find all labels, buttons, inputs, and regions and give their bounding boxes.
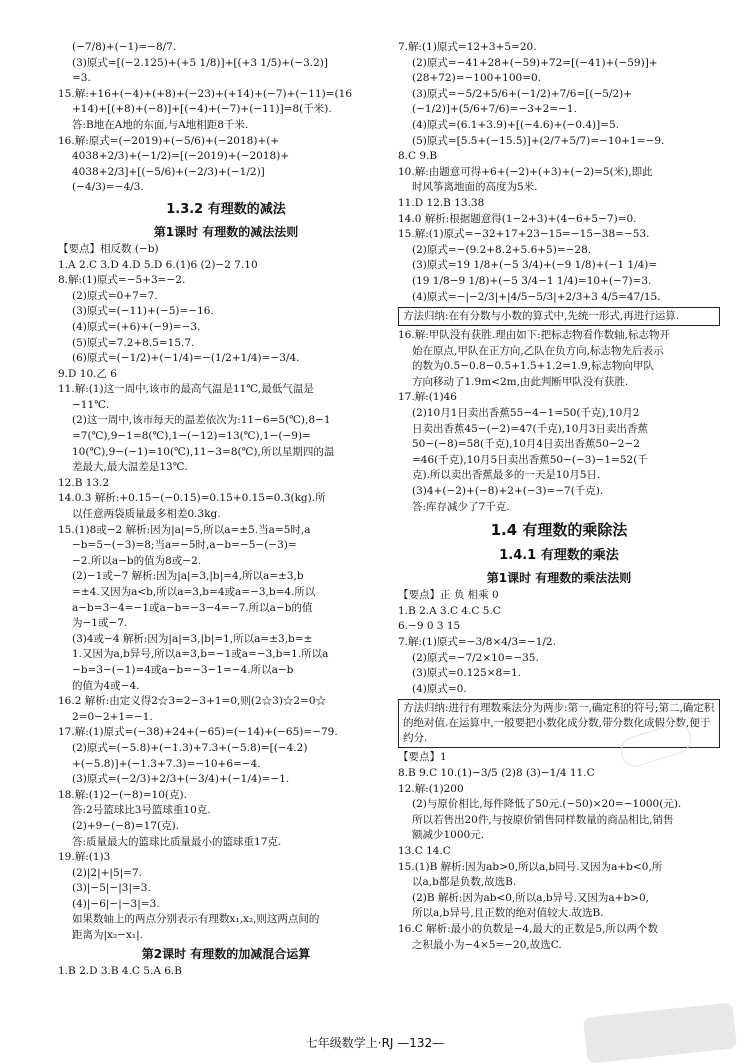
answer-line: (−7/8)+(−1)=−8/7. [72, 41, 177, 53]
answer-line: (2)10月1日卖出香蕉55−4−1=50(千克),10月2 [412, 407, 640, 420]
answer-line: −b=3−(−1)=4或a−b=−3−1=−4.所以a−b [72, 663, 294, 676]
answer-line: (2)|2|+|5|=7. [72, 866, 142, 879]
answer-line: 1.B 2.A 3.C 4.C 5.C [398, 604, 501, 617]
answer-line: 以任意两袋质量最多相差0.3kg. [72, 508, 221, 521]
answer-line: (3)4+(−2)+(−8)+2+(−3)=−7(千克). [412, 485, 604, 498]
answer-line: (4)原式=(+6)+(−9)=−3. [72, 320, 201, 333]
answer-line: 17.解:(1)46 [398, 391, 457, 404]
answer-line: 额减少1000元. [412, 829, 485, 842]
answer-line: (2)这一周中,该市每天的温差依次为:11−6=5(℃),8−1 [72, 414, 331, 427]
answer-line: (2)原式=−7/2×10=−35. [412, 651, 539, 664]
answer-line: 16.2 解析:由定义得2☆3=2−3+1=0,则(2☆3)☆2=0☆ [58, 695, 327, 708]
answer-line: 19.解:(1)3 [58, 851, 111, 864]
answer-line: (5)原式=7.2+8.5=15.7. [72, 336, 195, 349]
left-column [58, 40, 394, 979]
answer-line: (2)原式=0+7=7. [72, 289, 158, 302]
answer-line: 所以若售出20件,与按原价销售同样数量的商品相比,销售 [412, 813, 674, 826]
answer-line: 12.解:(1)200 [398, 782, 464, 795]
answer-line: 之积最小为−4×5=−20,故选C. [412, 938, 562, 951]
answer-line: 时风筝离地面的高度为5米. [412, 181, 538, 194]
answer-line: (3)4或−4 解析:因为|a|=3,|b|=1,所以a=±3,b=± [72, 632, 313, 645]
answer-line: (3)|−5|−|3|=3. [72, 882, 151, 895]
answer-line: (2)B 解析:因为ab<0,所以a,b异号.又因为a+b>0, [412, 891, 650, 904]
answer-line: 1.又因为a,b异号,所以a=3,b=−1或a=−3,b=1.所以a [72, 648, 329, 661]
answer-line: −b=5−(−3)=8;当a=−5时,a−b=−5−(−3)= [72, 539, 297, 552]
section-heading: 1.3.2 有理数的减法 [166, 201, 286, 217]
answer-line: (2)原式=−41+28+(−59)+72=[(−41)+(−59)]+ [412, 56, 658, 69]
answer-line: 15.解:+16+(−4)+(+8)+(−23)+(+14)+(−7)+(−11)=(16 [58, 87, 353, 100]
answer-line: 15.解:(1)原式=−32+17+23−15=−15−38=−53. [398, 228, 650, 241]
answer-line: (3)原式=−5/2+5/6+(−1/2)+7/6=[(−5/2)+ [412, 87, 633, 100]
answer-line: −11℃. [72, 398, 110, 411]
answer-line: (3)原式=19 1/8+(−5 3/4)+(−9 1/8)+(−1 1/4)= [412, 259, 658, 272]
answer-line: −2.所以a−b的值为8或−2. [72, 554, 202, 567]
answer-line: 【要点】1 [398, 751, 447, 764]
answer-line: =±4.又因为a<b,所以a=3,b=4或a=−3,b=4.所以 [72, 586, 316, 598]
answer-line: 16.解:原式=(−2019)+(−5/6)+(−2018)+(+ [58, 134, 280, 147]
answer-line: 18.解:(1)2−(−8)=10(克). [58, 788, 187, 801]
answer-line: 16.解:甲队没有获胜.理由如下:把标志物看作数轴,标志物开 [398, 329, 670, 342]
answer-line: 2=0−2+1=−1. [72, 710, 153, 723]
answer-line: 【要点】正 负 相乘 0 [398, 589, 499, 602]
answer-line: 14.0.3 解析:+0.15−(−0.15)=0.15+0.15=0.3(kg).所 [58, 492, 326, 505]
answer-line: (4)原式=0. [412, 682, 467, 695]
answer-line: 6.−9 0 3 15 [398, 620, 461, 633]
answer-line: 10.解:由题意可得+6+(−2)+(+3)+(−2)=5(米),即此 [398, 165, 653, 178]
answer-line: (2)原式=(−5.8)+(−1.3)+7.3+(−5.8)=[(−4.2) [72, 741, 308, 754]
answer-line: 以a,b都是负数,故选B. [412, 876, 517, 889]
answer-line: 11.解:(1)这一周中,该市的最高气温是11℃,最低气温是 [58, 383, 314, 396]
answer-line: 8.B 9.C 10.(1)−3/5 (2)8 (3)−1/4 11.C [398, 766, 595, 779]
answer-line: 10(℃),9−(−1)=10(℃),11−3=8(℃),所以星期四的温 [72, 445, 335, 458]
answer-line: 9.D 10.乙 6 [58, 367, 117, 380]
answer-line: 15.(1)8或−2 解析:因为|a|=5,所以a=±5.当a=5时,a [58, 523, 311, 536]
answer-line: 克).所以卖出香蕉最多的一天是10月5日. [412, 469, 601, 482]
answer-line: (5)原式=[5.5+(−15.5)]+(2/7+5/7)=−10+1=−9. [412, 134, 665, 147]
answer-line: (−4/3)=−4/3. [72, 181, 144, 194]
answer-line: (3)原式=[(−2.125)+(+5 1/8)]+[(+3 1/5)+(−3.2)] [72, 56, 329, 69]
answer-line: 11.D 12.B 13.38 [398, 196, 485, 209]
method-box: 方法归纳:进行有理数乘法分为两步:第一,确定积的符号;第二,确定积的绝对值.在运算中,一般要把小数化成分数,带分数化成假分数,便于约分. [398, 699, 720, 748]
method-box: 方法归纳:在有分数与小数的算式中,先统一形式,再进行运算. [398, 307, 720, 326]
answer-line: (2)原式=−(9.2+8.2+5.6+5)=−28. [412, 243, 592, 256]
right-column [398, 40, 720, 953]
answer-line: 的值为4或−4. [72, 679, 140, 692]
answer-line: =46(千克),10月5日卖出香蕉50−(−3)−1=52(千 [412, 453, 648, 466]
answer-line: 答:库存减少了7千克. [412, 500, 510, 513]
lesson-heading: 第1课时 有理数的乘法法则 [486, 571, 632, 586]
lesson-heading: 第1课时 有理数的减法法则 [153, 224, 299, 239]
answer-line: 50−(−8)=58(千克),10月4日卖出香蕉50−2−2 [412, 438, 640, 451]
answer-line: 1.A 2.C 3.D 4.D 5.D 6.(1)6 (2)−2 7.10 [58, 258, 258, 271]
answer-line: (2)−1或−7 解析:因为|a|=3,|b|=4,所以a=±3,b [72, 570, 304, 583]
answer-line: 日卖出香蕉45−(−2)=47(千克),10月3日卖出香蕉 [412, 422, 649, 435]
answer-line: 14.0 解析:根据题意得(1−2+3)+(4−6+5−7)=0. [398, 212, 637, 225]
answer-line: 答:2号篮球比3号篮球重10克. [72, 804, 211, 817]
section-heading: 1.4.1 有理数的乘法 [499, 548, 619, 564]
answer-line: +(−5.8)]+(−1.3+7.3)=−10+6=−4. [72, 757, 261, 770]
answer-line: 方向移动了1.9m<2m,由此判断甲队没有获胜. [412, 375, 629, 388]
answer-line: (4)原式=(6.1+3.9)+[(−4.6)+(−0.4)]=5. [412, 118, 620, 131]
answer-line: (19 1/8−9 1/8)+(−5 3/4−1 1/4)=10+(−7)=3. [412, 274, 652, 287]
answer-line: 13.C 14.C [398, 844, 451, 857]
page-footer: 七年级数学上·RJ —132— [305, 1036, 445, 1050]
answer-line: (3)原式=(−2/3)+2/3+(−3/4)+(−1/4)=−1. [72, 773, 290, 786]
answer-line: 4038+2/3]+[(−5/6)+(−2/3)+(−1/2)] [72, 165, 265, 178]
answer-line: (4)原式=−|−2/3|+|4/5−5/3|+2/3+3 4/5=47/15. [412, 290, 661, 303]
answer-line: 的数为0.5−0.8−0.5+1.5+1.2=1.9,标志物向甲队 [412, 360, 655, 373]
answer-line: (4)|−6|−|−3|=3. [72, 897, 160, 910]
answer-line: 7.解:(1)原式=−3/8×4/3=−1/2. [398, 636, 556, 648]
answer-line: (2)+9−(−8)=17(克). [72, 819, 180, 832]
watermark-logo [583, 1002, 737, 1063]
answer-line: (3)原式=0.125×8=1. [412, 667, 522, 680]
answer-line: (6)原式=(−1/2)+(−1/4)=−(1/2+1/4)=−3/4. [72, 352, 300, 365]
answer-line: (28+72)=−100+100=0. [412, 72, 542, 85]
answer-line: 12.B 13.2 [58, 476, 110, 489]
answer-line: (2)与原价相比,每件降低了50元.(−50)×20=−1000(元). [412, 798, 682, 811]
answer-line: 答:B地在A地的东面,与A地相距8千米. [72, 118, 249, 131]
answer-line: 始在原点,甲队在正方向,乙队在负方向,标志物先后表示 [412, 344, 664, 357]
answer-line: 距离为|x₂−x₁|. [72, 929, 143, 942]
answer-line: +14)+[(+8)+(−8)]+[(−4)+(−7)+(−11)]=8(千米). [72, 103, 332, 116]
answer-line: 为−1或−7. [72, 617, 128, 630]
answer-line: =3. [72, 72, 91, 85]
answer-line: 差最大,最大温差是13℃. [72, 461, 188, 474]
answer-line: 15.(1)B 解析:因为ab>0,所以a,b同号.又因为a+b<0,所 [398, 860, 663, 873]
answer-line: 4038+2/3)+(−1/2)=[(−2019)+(−2018)+ [72, 150, 290, 163]
answer-line: 如果数轴上的两点分别表示有理数x₁,x₂,则这两点间的 [72, 913, 320, 926]
answer-line: 所以a,b异号,且正数的绝对值较大.故选B. [412, 907, 604, 920]
answer-line: 【要点】相反数 (−b) [58, 242, 159, 255]
lesson-heading: 第2课时 有理数的加减混合运算 [141, 946, 311, 961]
answer-line: 8.C 9.B [398, 150, 438, 163]
answer-line: 答:质量最大的篮球比质量最小的篮球重17克. [72, 835, 282, 848]
answer-line: 8.解:(1)原式=−5+3=−2. [58, 274, 186, 287]
answer-line: (3)原式=(−11)+(−5)=−16. [72, 305, 214, 318]
answer-line: 1.B 2.D 3.B 4.C 5.A 6.B [58, 964, 182, 977]
section-heading: 1.4 有理数的乘除法 [490, 521, 628, 540]
answer-line: 7.解:(1)原式=12+3+5=20. [398, 41, 537, 53]
answer-line: =7(℃),9−1=8(℃),1−(−12)=13(℃),1−(−9)= [72, 430, 311, 443]
answer-line: 17.解:(1)原式=(−38)+24+(−65)=(−14)+(−65)=−79. [58, 726, 338, 739]
answer-line: (−1/2)]+(5/6+7/6)=−3+2=−1. [412, 103, 577, 116]
answer-line: 16.C 解析:最小的负数是−4,最大的正数是5,所以两个数 [398, 922, 658, 935]
answer-line: a−b=3−4=−1或a−b=−3−4=−7.所以a−b的值 [72, 601, 313, 614]
